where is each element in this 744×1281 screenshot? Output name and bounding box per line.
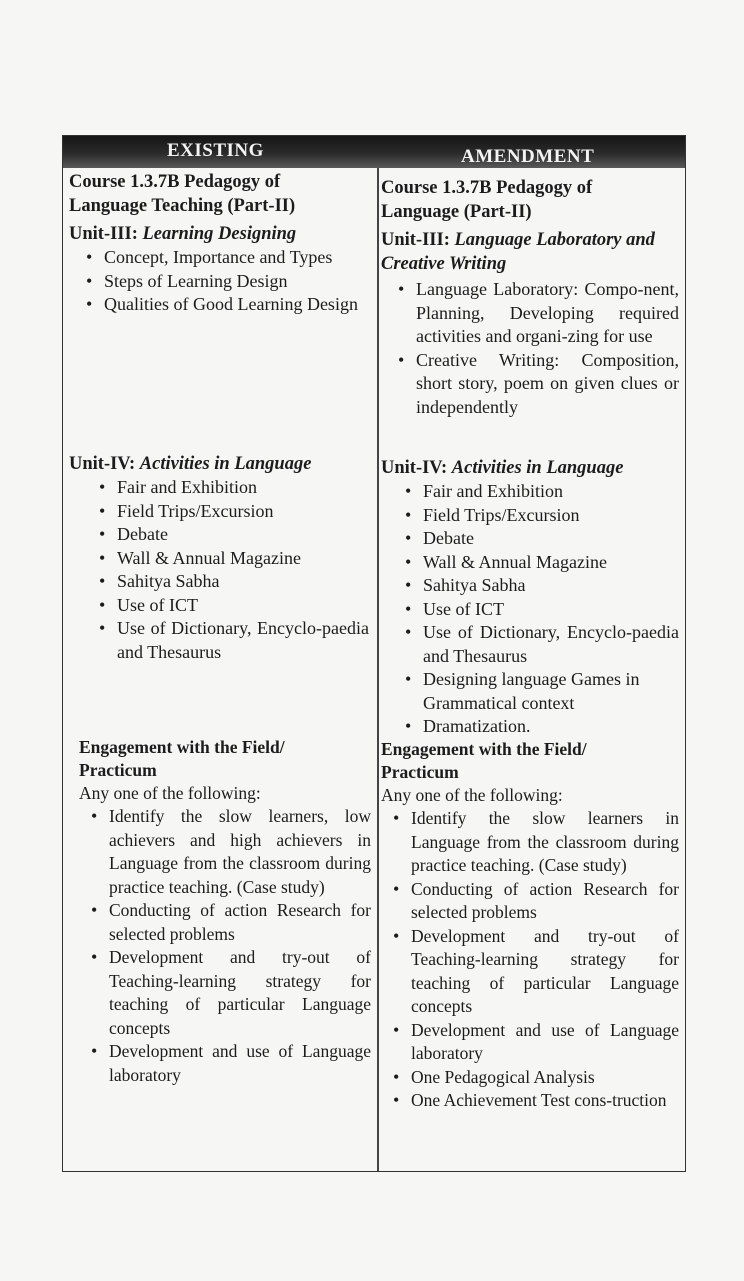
list-item: • Sahitya Sabha: [117, 570, 369, 594]
existing-practicum-list: [79, 805, 371, 1087]
list-item: • Development and try-out of Teaching-learning strategy for teaching of particular Language concepts: [109, 946, 371, 1040]
existing-unit4-heading: [69, 452, 369, 476]
existing-unit4-label: Unit-IV:: [69, 454, 136, 474]
list-item: • Use of Dictionary, Encyclo-paedia and Thesaurus: [423, 621, 679, 668]
amendment-course-title: Course 1.3.7B Pedagogy of Language (Part-II): [381, 178, 593, 222]
amendment-practicum-list: [381, 807, 679, 1113]
list-item: • Development and use of Language laboratory: [109, 1040, 371, 1087]
amendment-unit4-section: [381, 456, 679, 739]
existing-unit4-title: Activities in Language: [139, 454, 312, 474]
list-item: • One Achievement Test cons-truction: [411, 1089, 679, 1113]
list-item: • Field Trips/Excursion: [423, 504, 679, 528]
amendment-header: AMENDMENT: [461, 146, 595, 167]
amendment-practicum-title: Engagement with the Field/ Practicum: [381, 739, 587, 782]
list-item: • Conducting of action Research for selected problems: [411, 878, 679, 925]
list-item: • Debate: [117, 523, 369, 547]
list-item: • Use of ICT: [423, 598, 679, 622]
existing-practicum-section: [79, 736, 371, 1087]
amendment-unit4-heading: [381, 456, 679, 480]
amendment-unit3-section: [381, 176, 679, 419]
existing-unit3-heading: [69, 222, 369, 246]
amendment-practicum-intro: Any one of the following:: [381, 785, 563, 805]
list-item: • Sahitya Sabha: [423, 574, 679, 598]
list-item: • Designing language Games in Grammatical context: [423, 668, 679, 715]
amendment-unit4-list: [375, 480, 679, 739]
list-item: • Dramatization.: [423, 715, 679, 739]
existing-unit3-label: Unit-III:: [69, 224, 138, 244]
list-item: • Use of ICT: [117, 594, 369, 618]
existing-unit3-title: Learning Designing: [142, 224, 297, 244]
list-item: • Qualities of Good Learning Design: [104, 293, 369, 317]
existing-unit4-section: [69, 452, 369, 664]
list-item: • Use of Dictionary, Encyclo-paedia and Thesaurus: [117, 617, 369, 664]
list-item: • Identify the slow learners, low achievers and high achievers in Language from the classroom during practice teaching. (Case study): [109, 805, 371, 899]
existing-practicum-title: Engagement with the Field/ Practicum: [79, 737, 285, 780]
list-item: • Wall & Annual Magazine: [423, 551, 679, 575]
existing-practicum-intro: Any one of the following:: [79, 783, 261, 803]
existing-unit3-section: [69, 170, 369, 317]
list-item: • Fair and Exhibition: [423, 480, 679, 504]
list-item: • Wall & Annual Magazine: [117, 547, 369, 571]
existing-unit3-list: [69, 246, 369, 317]
comparison-table: [62, 135, 686, 1172]
existing-course-title: Course 1.3.7B Pedagogy of Language Teaching (Part-II): [69, 172, 296, 216]
amendment-practicum-section: [381, 738, 679, 1113]
list-item: • Language Laboratory: Compo-nent, Planning, Developing required activities and organi-zing for use: [416, 278, 679, 349]
amendment-unit3-list: [381, 278, 679, 419]
list-item: • Concept, Importance and Types: [104, 246, 369, 270]
list-item: • Field Trips/Excursion: [117, 500, 369, 524]
list-item: • Fair and Exhibition: [117, 476, 369, 500]
list-item: • Creative Writing: Composition, short story, poem on given clues or independently: [416, 349, 679, 420]
amendment-unit4-label: Unit-IV:: [381, 458, 448, 478]
existing-header: EXISTING: [167, 140, 264, 161]
table-header-bar: [63, 136, 685, 168]
amendment-unit3-label: Unit-III:: [381, 230, 450, 250]
list-item: • Steps of Learning Design: [104, 270, 369, 294]
amendment-unit4-title: Activities in Language: [451, 458, 624, 478]
existing-unit4-list: [69, 476, 369, 664]
list-item: • Identify the slow learners in Language from the classroom during practice teaching. (Case study): [411, 807, 679, 878]
list-item: • Development and try-out of Teaching-learning strategy for teaching of particular Language concepts: [411, 925, 679, 1019]
list-item: • Development and use of Language laboratory: [411, 1019, 679, 1066]
amendment-unit3-heading: [381, 228, 679, 276]
amendment-unit3-title: Language Laboratory and Creative Writing: [381, 230, 655, 274]
list-item: • Debate: [423, 527, 679, 551]
list-item: • One Pedagogical Analysis: [411, 1066, 679, 1090]
list-item: • Conducting of action Research for selected problems: [109, 899, 371, 946]
